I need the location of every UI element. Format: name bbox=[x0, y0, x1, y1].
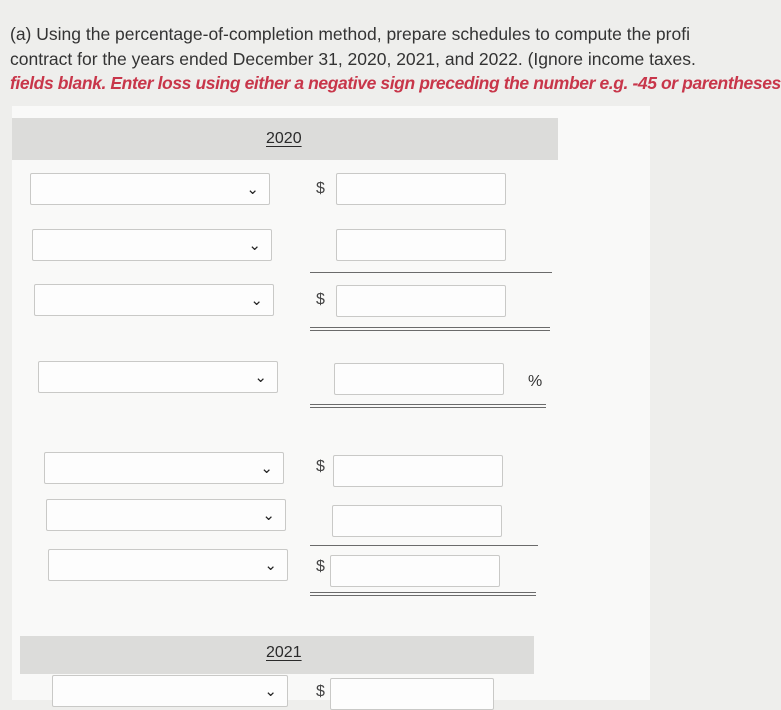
chevron-down-icon: ⌄ bbox=[246, 181, 259, 198]
instruction-line-1: (a) Using the percentage-of-completion method, prepare schedules to compute the profi bbox=[10, 24, 690, 44]
currency-symbol-3: $ bbox=[316, 291, 325, 308]
section-header-2020 bbox=[12, 118, 558, 160]
currency-symbol-5: $ bbox=[316, 458, 325, 475]
chevron-down-icon: ⌄ bbox=[250, 292, 263, 309]
percent-sign: % bbox=[528, 373, 543, 390]
amount-input-5[interactable] bbox=[333, 455, 503, 487]
chevron-down-icon: ⌄ bbox=[254, 369, 267, 386]
currency-symbol-7: $ bbox=[316, 558, 325, 575]
total-line-3b bbox=[310, 595, 536, 596]
account-select-1[interactable] bbox=[30, 173, 270, 205]
instruction-line-3: fields blank. Enter loss using either a negative sign preceding the number e.g. -45 or parentheses bbox=[10, 73, 781, 93]
account-select-3[interactable] bbox=[34, 284, 274, 316]
account-select-2[interactable] bbox=[32, 229, 272, 261]
account-select-8[interactable] bbox=[52, 675, 288, 707]
year-label-2021: 2021 bbox=[266, 644, 302, 661]
account-select-5[interactable] bbox=[44, 452, 284, 484]
amount-input-2[interactable] bbox=[336, 229, 506, 261]
amount-input-8[interactable] bbox=[330, 678, 494, 710]
year-label-2020: 2020 bbox=[266, 130, 302, 147]
total-line-3a bbox=[310, 592, 536, 593]
account-select-7[interactable] bbox=[48, 549, 288, 581]
total-line-1a bbox=[310, 327, 550, 328]
account-select-6[interactable] bbox=[46, 499, 286, 531]
chevron-down-icon: ⌄ bbox=[264, 557, 277, 574]
chevron-down-icon: ⌄ bbox=[262, 507, 275, 524]
instruction-line-2: contract for the years ended December 31, 2020, 2021, and 2022. (Ignore income taxes. bbox=[10, 48, 696, 69]
chevron-down-icon: ⌄ bbox=[264, 683, 277, 700]
amount-input-6[interactable] bbox=[332, 505, 502, 537]
account-select-4[interactable] bbox=[38, 361, 278, 393]
amount-input-3[interactable] bbox=[336, 285, 506, 317]
subtotal-line-1 bbox=[310, 272, 552, 273]
amount-input-7[interactable] bbox=[330, 555, 500, 587]
total-line-1b bbox=[310, 330, 550, 331]
chevron-down-icon: ⌄ bbox=[248, 237, 261, 254]
section-header-2021 bbox=[20, 636, 534, 674]
total-line-2a bbox=[310, 404, 546, 405]
amount-input-1[interactable] bbox=[336, 173, 506, 205]
total-line-2b bbox=[310, 407, 546, 408]
currency-symbol-1: $ bbox=[316, 180, 325, 197]
currency-symbol-8: $ bbox=[316, 683, 325, 700]
subtotal-line-2 bbox=[310, 545, 538, 546]
percent-input[interactable] bbox=[334, 363, 504, 395]
instructions bbox=[10, 22, 781, 96]
chevron-down-icon: ⌄ bbox=[260, 460, 273, 477]
